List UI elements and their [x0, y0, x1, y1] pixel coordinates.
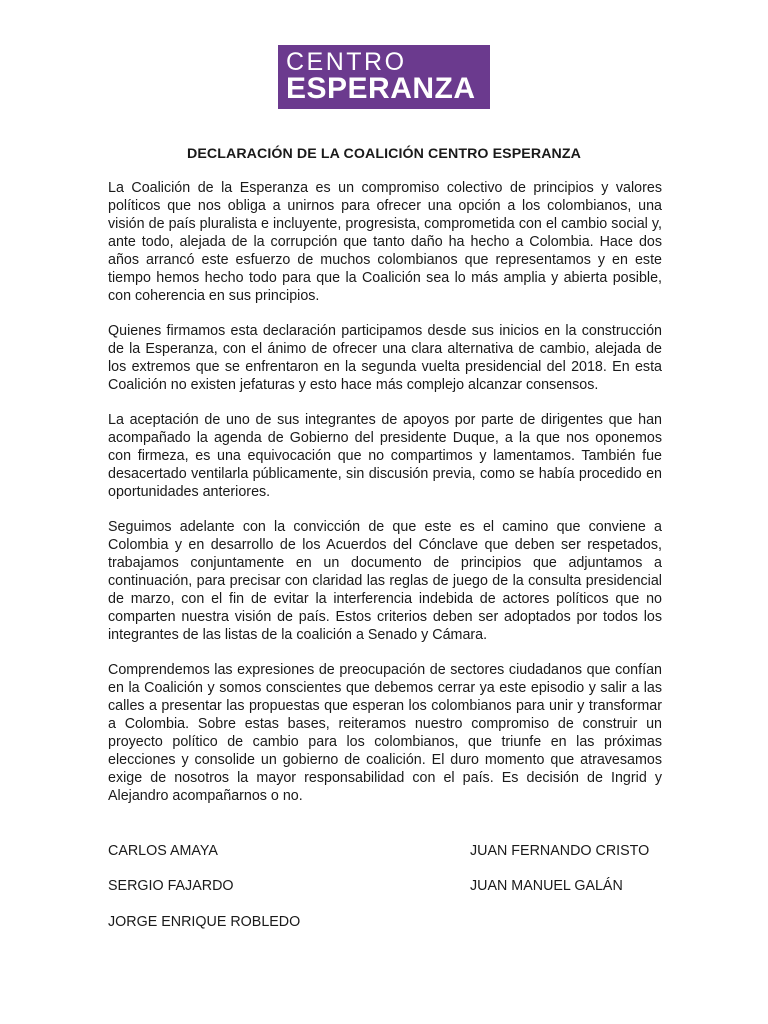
paragraph-5: Comprendemos las expresiones de preocupación de sectores ciudadanos que confían en la Coalición y somos conscientes que debemos cerrar ya este episodio y salir a las calles a presentar las propuestas que esperan los colombianos para unir y transformar a Colombia. Sobre estas bases, reiteramos nuestro compromiso de construir un proyecto político de cambio para los colombianos, que triunfe en las próximas elecciones y consolide un gobierno de coalición. El duro momento que atravesamos exige de nosotros la mayor responsabilidad con el país. Es decisión de Ingrid y Alejandro acompañarnos o no. — [108, 662, 662, 804]
signatory-sergio-fajardo: SERGIO FAJARDO — [108, 878, 234, 894]
logo-line-centro: CENTRO — [286, 48, 407, 76]
signatory-carlos-amaya: CARLOS AMAYA — [108, 843, 218, 859]
document-body — [108, 179, 662, 822]
paragraph-2: Quienes firmamos esta declaración participamos desde sus inicios en la construcción de la Esperanza, con el ánimo de ofrecer una clara alternativa de cambio, alejada de los extremos que se enfrentaron en la segunda vuelta presidencial del 2018. En esta Coalición no existen jefaturas y esto hace más complejo alcanzar consensos. — [108, 323, 662, 393]
centro-esperanza-logo — [278, 45, 490, 109]
signatory-jorge-enrique-robledo: JORGE ENRIQUE ROBLEDO — [108, 914, 301, 930]
paragraph-4: Seguimos adelante con la convicción de que este es el camino que conviene a Colombia y en desarrollo de los Acuerdos del Cónclave que deben ser respetados, trabajamos conjuntamente en un documento de principios que adjuntamos a continuación, para precisar con claridad las reglas de juego de la consulta presidencial de marzo, con el fin de evitar la interferencia indebida de actores políticos que no comparten nuestra visión de país. Estos criterios deben ser adoptados por todos los integrantes de las listas de la coalición a Senado y Cámara. — [108, 519, 662, 643]
paragraph-3: La aceptación de uno de sus integrantes de apoyos por parte de dirigentes que han acompañado la agenda de Gobierno del presidente Duque, a la que nos oponemos con firmeza, es una equivocación que no compartimos y lamentamos. También fue desacertado ventilarla públicamente, sin discusión previa, como se había procedido en oportunidades anteriores. — [108, 412, 662, 500]
signatory-juan-manuel-galan: JUAN MANUEL GALÁN — [470, 878, 623, 894]
paragraph-1: La Coalición de la Esperanza es un compromiso colectivo de principios y valores políticos que nos obliga a unirnos para ofrecer una opción a los colombianos, una visión de país pluralista e incluyente, progresista, comprometida con el cambio social y, ante todo, alejada de la corrupción que tanto daño ha hecho a Colombia. Hace dos años arrancó este esfuerzo de muchos colombianos que representamos y en este tiempo hemos hecho todo para que la Coalición sea lo más amplia y abierta posible, con coherencia en sus principios. — [108, 180, 662, 304]
logo-line-esperanza: ESPERANZA — [286, 72, 476, 105]
document-title: DECLARACIÓN DE LA COALICIÓN CENTRO ESPERANZA — [186, 146, 582, 162]
signatory-juan-fernando-cristo: JUAN FERNANDO CRISTO — [470, 843, 650, 859]
